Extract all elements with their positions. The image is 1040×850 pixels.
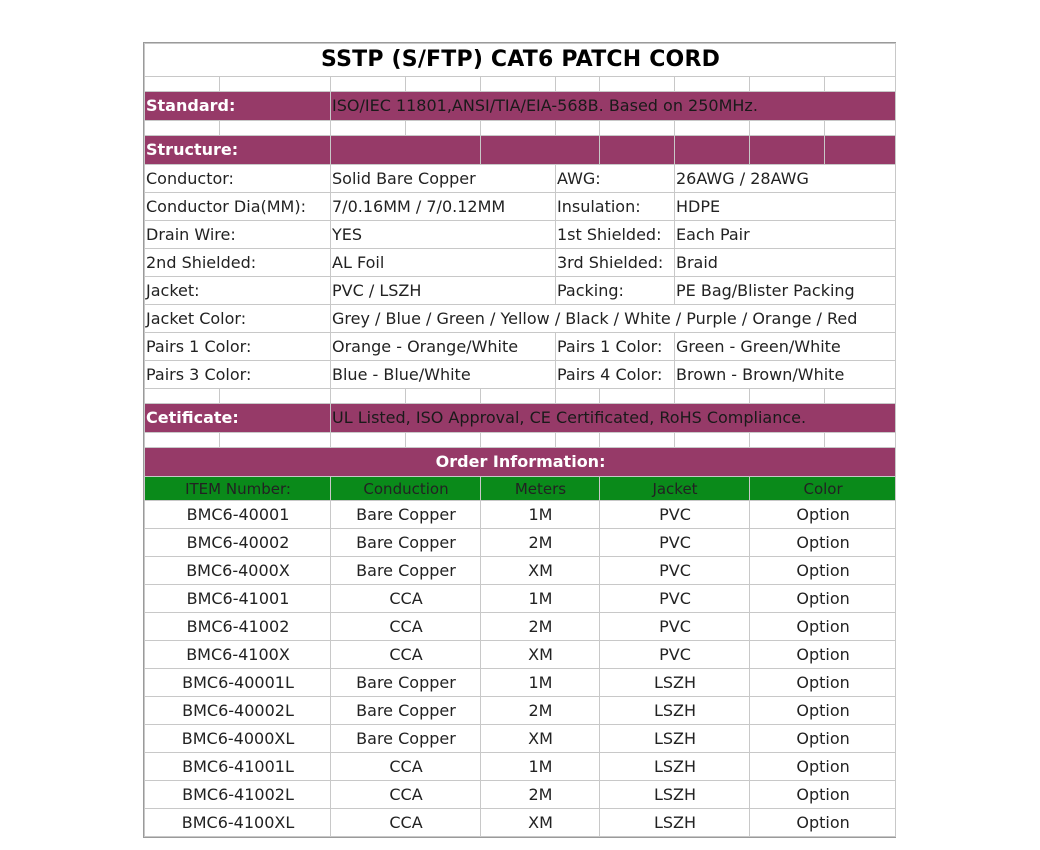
spec-value: PVC / LSZH [331,277,556,305]
certificate-row [145,404,896,433]
pair-color-row [145,361,896,389]
structure-label: Structure: [145,136,331,165]
table-cell: 1M [481,753,600,781]
table-row [145,669,896,697]
table-cell: Bare Copper [331,557,481,585]
spec-value: 7/0.16MM / 7/0.12MM [331,193,556,221]
table-cell: BMC6-4000XL [145,725,331,753]
certificate-value: UL Listed, ISO Approval, CE Certificated, RoHS Compliance. [331,404,896,433]
column-header: Color [750,477,896,501]
table-cell: LSZH [600,753,750,781]
jacket-color-row [145,305,896,333]
pair-value: Orange - Orange/White [331,333,556,361]
table-cell: CCA [331,781,481,809]
spec-value: PE Bag/Blister Packing [675,277,896,305]
spec-value: AL Foil [331,249,556,277]
table-cell: LSZH [600,697,750,725]
table-cell: BMC6-4100XL [145,809,331,837]
column-header: Meters [481,477,600,501]
spec-label: AWG: [556,165,675,193]
table-row [145,613,896,641]
table-cell: BMC6-41001 [145,585,331,613]
pair-color-row [145,333,896,361]
spec-table [144,43,896,837]
structure-row-item [145,221,896,249]
jacket-color-value: Grey / Blue / Green / Yellow / Black / White / Purple / Orange / Red [331,305,896,333]
table-row [145,809,896,837]
table-row [145,725,896,753]
table-cell: Option [750,501,896,529]
standard-row [145,92,896,121]
table-row [145,641,896,669]
jacket-color-label: Jacket Color: [145,305,331,333]
table-cell: Option [750,641,896,669]
spec-label: 1st Shielded: [556,221,675,249]
spec-label: Packing: [556,277,675,305]
spec-label: Conductor: [145,165,331,193]
table-cell: LSZH [600,725,750,753]
table-cell: XM [481,641,600,669]
structure-row [145,136,896,165]
table-cell: CCA [331,753,481,781]
table-cell: LSZH [600,781,750,809]
table-cell: BMC6-41002L [145,781,331,809]
order-heading-row [145,448,896,477]
table-cell: PVC [600,641,750,669]
structure-row-item [145,249,896,277]
table-row [145,753,896,781]
table-cell: CCA [331,809,481,837]
structure-row-item [145,165,896,193]
table-cell: Option [750,669,896,697]
spec-value: 26AWG / 28AWG [675,165,896,193]
table-cell: Bare Copper [331,529,481,557]
table-cell: BMC6-40001 [145,501,331,529]
table-cell: CCA [331,641,481,669]
table-cell: 2M [481,613,600,641]
table-row [145,501,896,529]
pair-label: Pairs 4 Color: [556,361,675,389]
order-column-headers [145,477,896,501]
table-cell: BMC6-40001L [145,669,331,697]
pairs-body [145,333,896,389]
certificate-label: Cetificate: [145,404,331,433]
table-row [145,529,896,557]
column-header: ITEM Number: [145,477,331,501]
table-cell: Bare Copper [331,501,481,529]
table-cell: LSZH [600,669,750,697]
pair-label: Pairs 1 Color: [556,333,675,361]
table-cell: Option [750,697,896,725]
table-cell: Option [750,753,896,781]
table-cell: XM [481,809,600,837]
structure-row-item [145,193,896,221]
table-cell: Option [750,725,896,753]
spec-value: HDPE [675,193,896,221]
spec-label: Drain Wire: [145,221,331,249]
spec-sheet [143,42,896,838]
spec-label: Jacket: [145,277,331,305]
table-row [145,781,896,809]
table-cell: 2M [481,781,600,809]
table-cell: Option [750,781,896,809]
pair-value: Green - Green/White [675,333,896,361]
table-cell: Option [750,529,896,557]
spec-label: Conductor Dia(MM): [145,193,331,221]
spec-value: Braid [675,249,896,277]
spec-label: Insulation: [556,193,675,221]
table-cell: Option [750,809,896,837]
pair-value: Brown - Brown/White [675,361,896,389]
table-row [145,697,896,725]
standard-label: Standard: [145,92,331,121]
table-cell: BMC6-41001L [145,753,331,781]
table-cell: PVC [600,613,750,641]
pair-label: Pairs 3 Color: [145,361,331,389]
table-cell: PVC [600,501,750,529]
spec-value: Each Pair [675,221,896,249]
spec-value: YES [331,221,556,249]
standard-value: ISO/IEC 11801,ANSI/TIA/EIA-568B. Based on 250MHz. [331,92,896,121]
table-cell: Bare Copper [331,697,481,725]
table-cell: Bare Copper [331,725,481,753]
spec-label: 2nd Shielded: [145,249,331,277]
page-title: SSTP (S/FTP) CAT6 PATCH CORD [145,44,896,77]
table-cell: BMC6-40002L [145,697,331,725]
table-cell: BMC6-4000X [145,557,331,585]
structure-row-item [145,277,896,305]
table-cell: XM [481,557,600,585]
table-cell: BMC6-4100X [145,641,331,669]
table-cell: LSZH [600,809,750,837]
table-cell: 1M [481,585,600,613]
table-cell: 1M [481,501,600,529]
pair-value: Blue - Blue/White [331,361,556,389]
structure-body [145,165,896,305]
table-cell: PVC [600,585,750,613]
table-cell: BMC6-40002 [145,529,331,557]
table-cell: Option [750,613,896,641]
table-cell: XM [481,725,600,753]
table-cell: 2M [481,529,600,557]
table-row [145,557,896,585]
table-cell: CCA [331,585,481,613]
table-cell: Option [750,557,896,585]
table-cell: Option [750,585,896,613]
table-cell: PVC [600,557,750,585]
column-header: Jacket [600,477,750,501]
table-cell: 2M [481,697,600,725]
spec-value: Solid Bare Copper [331,165,556,193]
table-row [145,585,896,613]
table-cell: 1M [481,669,600,697]
table-cell: PVC [600,529,750,557]
column-header: Conduction [331,477,481,501]
table-cell: CCA [331,613,481,641]
pair-label: Pairs 1 Color: [145,333,331,361]
spec-label: 3rd Shielded: [556,249,675,277]
order-heading: Order Information: [145,448,896,477]
table-cell: Bare Copper [331,669,481,697]
table-cell: BMC6-41002 [145,613,331,641]
order-body [145,501,896,837]
